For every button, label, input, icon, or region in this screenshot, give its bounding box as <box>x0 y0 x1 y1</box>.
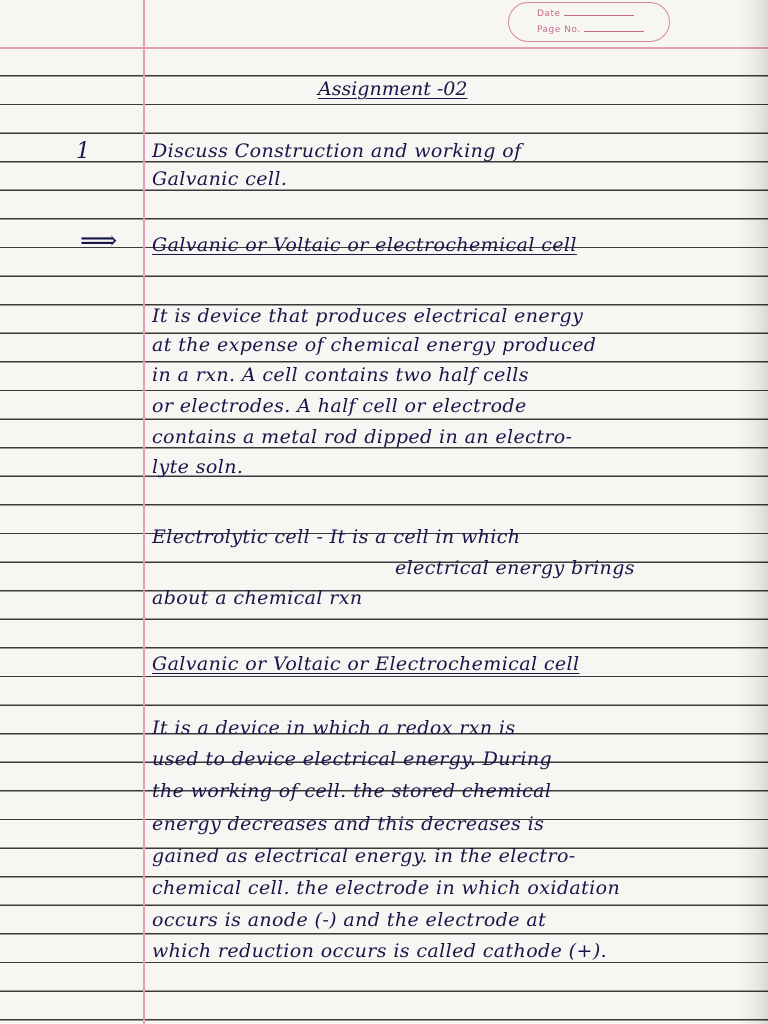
question-line-2: Galvanic cell. <box>152 168 288 190</box>
page-edge-shadow <box>738 0 768 1024</box>
para2-line-5: gained as electrical energy. in the electro- <box>152 845 576 867</box>
para2-line-1: It is a device in which a redox rxn is <box>152 717 516 739</box>
electrolytic-line-1: Electrolytic cell - It is a cell in which <box>152 526 521 548</box>
para2-line-6: chemical cell. the electrode in which oxidation <box>152 877 621 899</box>
para1-line-3: in a rxn. A cell contains two half cells <box>152 364 529 386</box>
page-no-label: Page No. <box>537 25 581 35</box>
para2-line-8: which reduction occurs is called cathode (+). <box>152 940 608 962</box>
para1-line-6: lyte soln. <box>152 456 244 478</box>
heading-galvanic-2: Galvanic or Voltaic or Electrochemical cell <box>152 653 580 675</box>
question-number: 1 <box>76 139 90 164</box>
electrolytic-line-3: about a chemical rxn <box>152 587 363 609</box>
para2-line-3: the working of cell. the stored chemical <box>152 780 552 802</box>
para2-line-2: used to device electrical energy. During <box>152 748 553 770</box>
para1-line-5: contains a metal rod dipped in an electro- <box>152 426 573 448</box>
para2-line-4: energy decreases and this decreases is <box>152 813 545 835</box>
question-line-1: Discuss Construction and working of <box>152 140 522 162</box>
assignment-title: Assignment -02 <box>318 78 468 100</box>
page-no-blank <box>584 24 644 32</box>
electrolytic-line-2: electrical energy brings <box>395 557 635 579</box>
para1-line-1: It is device that produces electrical energy <box>152 305 584 327</box>
header-margin-line <box>0 47 768 49</box>
left-margin-line <box>143 0 145 1024</box>
heading-galvanic-1: Galvanic or Voltaic or electrochemical cell <box>152 234 577 256</box>
date-label: Date <box>537 9 561 19</box>
para2-line-7: occurs is anode (-) and the electrode at <box>152 909 547 931</box>
para1-line-2: at the expense of chemical energy produced <box>152 334 597 356</box>
date-blank <box>564 8 634 16</box>
para1-line-4: or electrodes. A half cell or electrode <box>152 395 527 417</box>
answer-arrow-icon: ⟹ <box>80 226 118 256</box>
date-page-stamp <box>508 2 670 42</box>
